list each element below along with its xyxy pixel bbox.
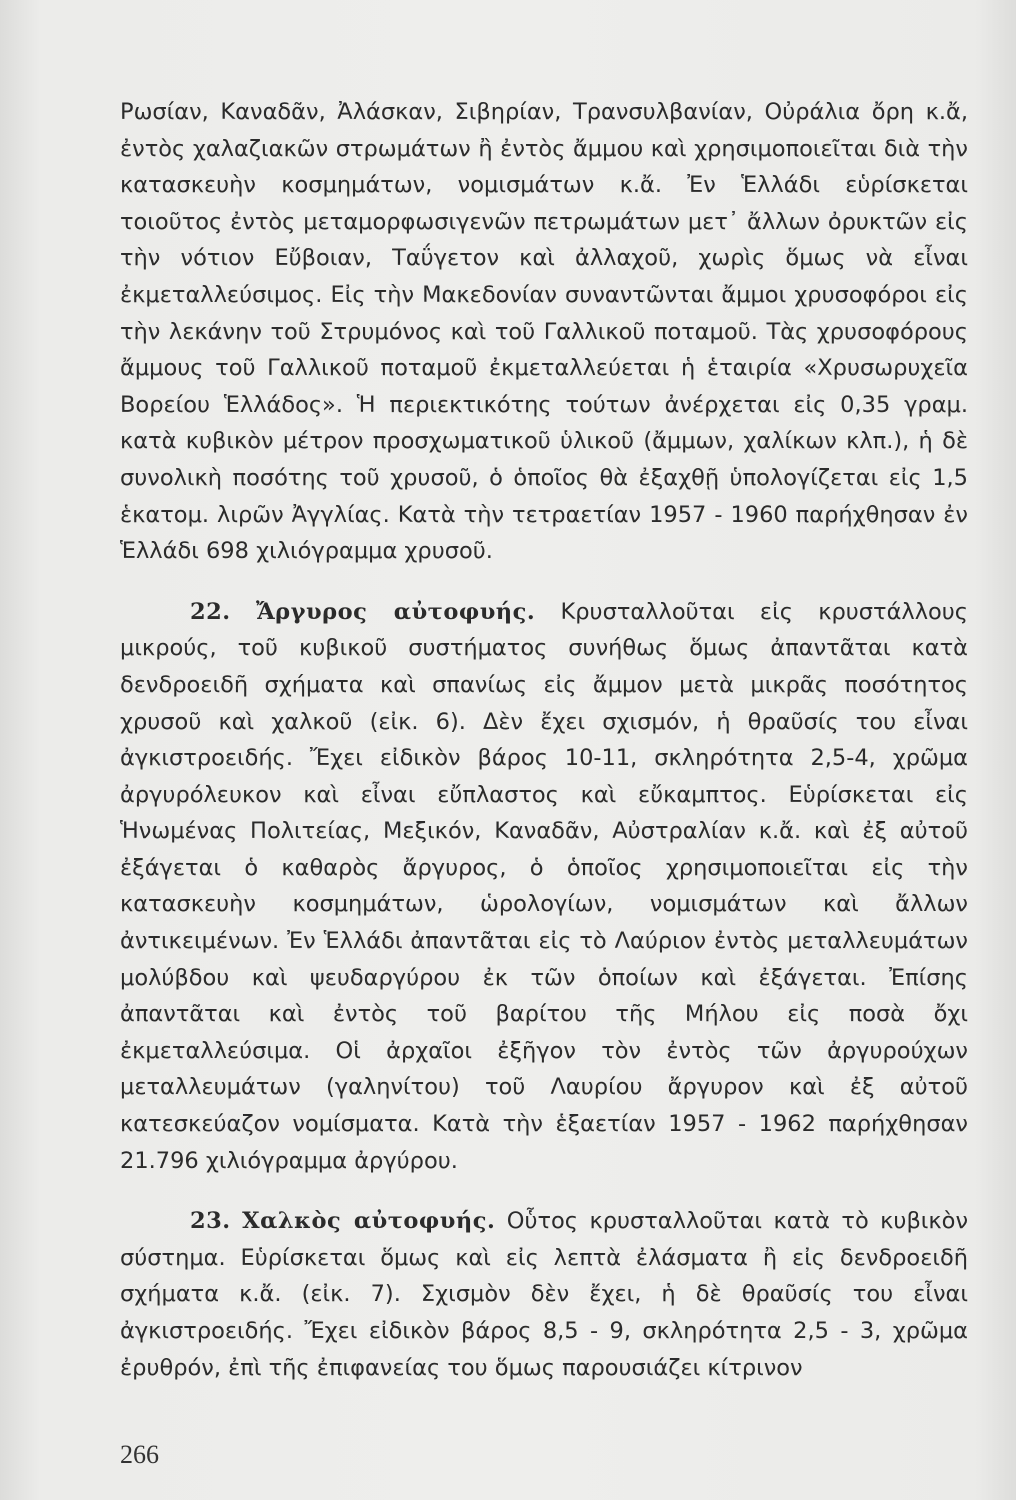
paragraph-text: Ρωσίαν, Καναδᾶν, Ἀλάσκαν, Σιβηρίαν, Τρανσυλβανίαν, Οὐράλια ὄρη κ.ἄ, ἐντὸς χαλαζιακῶν στρωμάτων ἢ ἐντὸς ἄμμου καὶ χρησιμοποιεῖται διὰ τὴν κατασκευὴν κοσμημάτων, νομισμάτων κ.ἄ. Ἐν Ἑλλάδι εὑρίσκεται τοιοῦτος ἐντὸς μεταμορφωσιγενῶν πετρωμάτων μετ᾽ ἄλλων ὀρυκτῶν εἰς τὴν νότιον Εὔβοιαν, Ταΰγετον καὶ ἀλλαχοῦ, χωρὶς ὅμως νὰ εἶναι ἐκμεταλλεύσιμος. Εἰς τὴν Μακεδονίαν συναντῶνται ἄμμοι χρυσοφόροι εἰς τὴν λεκάνην τοῦ Στρυμόνος καὶ τοῦ Γαλλικοῦ ποταμοῦ. Τὰς χρυσοφόρους ἄμμους τοῦ Γαλλικοῦ ποταμοῦ ἐκμεταλλεύεται ἡ ἑταιρία «Χρυσωρυχεῖα Βορείου Ἑλλάδος». Ἡ περιεκτικότης τούτων ἀνέρχεται εἰς 0,35 γραμ. κατὰ κυβικὸν μέτρον προσχωματικοῦ ὑλικοῦ (ἄμμων, χαλίκων κλπ.), ἡ δὲ συνολικὴ ποσότης τοῦ χρυσοῦ, ὁ ὁποῖος θὰ ἐξαχθῇ ὑπολογίζεται εἰς 1,5 ἑκατομ. λιρῶν Ἀγγλίας. Κατὰ τὴν τετραετίαν 1957 - 1960 παρήχθησαν ἐν Ἑλλάδι 698 χιλιόγραμμα χρυσοῦ. bbox=[120, 99, 968, 565]
section-22-silver bbox=[120, 594, 968, 1180]
page-body bbox=[120, 94, 968, 1386]
section-number: 23. bbox=[190, 1208, 231, 1235]
paragraph-text: Κρυσταλλοῦται εἰς κρυστάλλους μικρούς, τοῦ κυβικοῦ συστήματος συνήθως ὅμως ἀπαντᾶται κατὰ δενδροειδῆ σχήματα καὶ σπανίως εἰς ἄμμον μετὰ μικρᾶς ποσότητος χρυσοῦ καὶ χαλκοῦ (εἰκ. 6). Δὲν ἔχει σχισμόν, ἡ θραῦσίς του εἶναι ἀγκιστροειδής. Ἔχει εἰδικὸν βάρος 10-11, σκληρότητα 2,5-4, χρῶμα ἀργυρόλευκον καὶ εἶναι εὔπλαστος καὶ εὔκαμπτος. Εὑρίσκεται εἰς Ἡνωμένας Πολιτείας, Μεξικόν, Καναδᾶν, Αὐστραλίαν κ.ἄ. καὶ ἐξ αὐτοῦ ἐξάγεται ὁ καθαρὸς ἄργυρος, ὁ ὁποῖος χρησιμοποιεῖται εἰς τὴν κατασκευὴν κοσμημάτων, ὡρολογίων, νομισμάτων καὶ ἄλλων ἀντικειμένων. Ἐν Ἑλλάδι ἀπαντᾶται εἰς τὸ Λαύριον ἐντὸς μεταλλευμάτων μολύβδου καὶ ψευδαργύρου ἐκ τῶν ὁποίων καὶ ἐξάγεται. Ἐπίσης ἀπαντᾶται καὶ ἐντὸς τοῦ βαρίτου τῆς Μήλου εἰς ποσὰ ὄχι ἐκμεταλλεύσιμα. Οἱ ἀρχαῖοι ἐξῆγον τὸν ἐντὸς τῶν ἀργυρούχων μεταλλευμάτων (γαληνίτου) τοῦ Λαυρίου ἄργυρον καὶ ἐξ αὐτοῦ κατεσκεύαζον νομίσματα. Κατὰ τὴν ἑξαετίαν 1957 - 1962 παρήχθησαν 21.796 χιλιόγραμμα ἀργύρου. bbox=[120, 598, 969, 1174]
paragraph-gold-continuation bbox=[120, 94, 968, 570]
section-number: 22. bbox=[190, 598, 231, 625]
section-title: Χαλκὸς αὐτοφυής. bbox=[242, 1208, 496, 1235]
page-number: 266 bbox=[120, 1440, 159, 1469]
section-title: Ἄργυρος αὐτοφυής. bbox=[255, 598, 536, 625]
paragraph-text: Οὗτος κρυσταλλοῦται κατὰ τὸ κυβικὸν σύστημα. Εὑρίσκεται ὅμως καὶ εἰς λεπτὰ ἐλάσματα ἢ εἰς δενδροειδῆ σχήματα κ.ἄ. (εἰκ. 7). Σχισμὸν δὲν ἔχει, ἡ δὲ θραῦσίς του εἶναι ἀγκιστροειδής. Ἔχει εἰδικὸν βάρος 8,5 - 9, σκληρότητα 2,5 - 3, χρῶμα ἐρυθρόν, ἐπὶ τῆς ἐπιφανείας του ὅμως παρουσιάζει κίτρινον bbox=[120, 1208, 969, 1381]
section-23-copper bbox=[120, 1203, 968, 1386]
